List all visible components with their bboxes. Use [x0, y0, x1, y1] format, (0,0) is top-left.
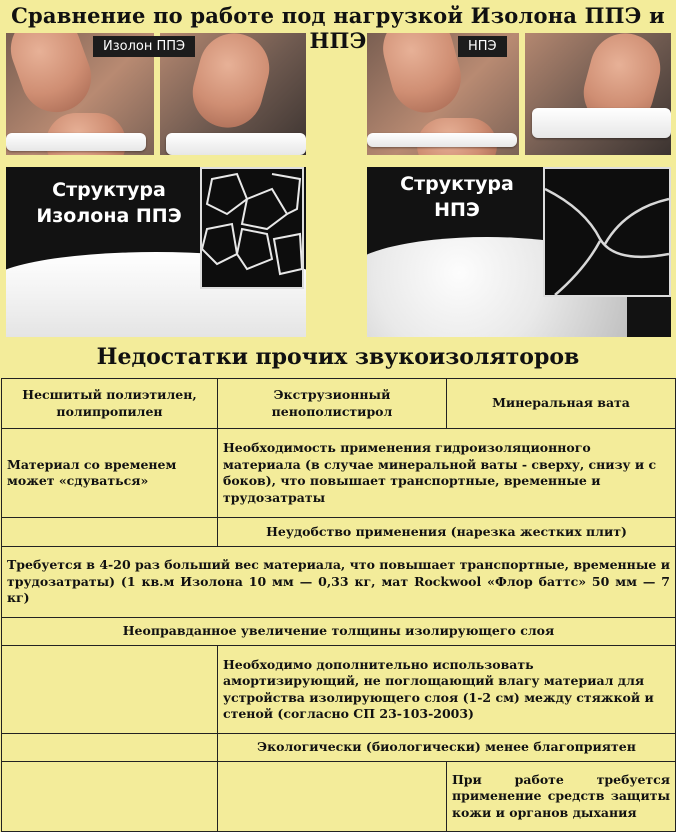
- izolon-structure-photo: [6, 167, 306, 337]
- table-row: [2, 429, 676, 518]
- page-title: Сравнение по работе под нагрузкой Изолона ППЭ и НПЭ: [11, 3, 665, 53]
- table-cell: Экологически (биологически) менее благоприятен: [218, 734, 676, 762]
- table-cell: Неоправданное увеличение толщины изолирующего слоя: [2, 618, 676, 646]
- izolon-microstructure-image: [200, 167, 304, 289]
- table-cell-empty: [2, 734, 218, 762]
- npe-structure-photo: [367, 167, 671, 337]
- izolon-structure-text: Структура Изолона ППЭ: [36, 179, 182, 227]
- table-row: [2, 618, 676, 646]
- table-row: [2, 762, 676, 832]
- table-cell: Требуется в 4-20 раз больший вес материала, что повышает транспортные, временные и трудозатраты) (1 кв.м Изолона 10 мм — 0,33 кг, мат Rockwool «Флор баттс» 50 мм — 7 кг): [2, 547, 676, 618]
- izolon-tag: Изолон ППЭ: [93, 36, 195, 57]
- table-cell: Необходимо дополнительно использовать амортизирующий, не поглощающий влагу материал для устройства изолирующего слоя (1-2 см) между стяжкой и стеной (согласно СП 23-103-2003): [218, 646, 676, 734]
- table-cell-empty: [2, 518, 218, 547]
- npe-tag: НПЭ: [458, 36, 507, 57]
- table-cell: При работе требуется применение средств защиты кожи и органов дыхания: [447, 762, 676, 832]
- npe-squeeze-photo: [367, 33, 671, 155]
- table-cell-empty: [2, 646, 218, 734]
- section-title: Недостатки прочих звукоизоляторов: [96, 344, 580, 370]
- table-row: [2, 734, 676, 762]
- table-row: [2, 646, 676, 734]
- table-cell: Необходимость применения гидроизоляционного материала (в случае минеральной ваты - сверху, снизу и с боков), что повышает транспортные, временные и трудозатраты: [218, 429, 676, 518]
- npe-microstructure-image: [543, 167, 671, 297]
- izolon-structure-label: [24, 177, 194, 229]
- table-header-row: [2, 379, 676, 429]
- npe-structure-text: Структура НПЭ: [400, 173, 514, 221]
- header-cell: Минеральная вата: [447, 379, 676, 429]
- npe-structure-label: [387, 171, 527, 223]
- table-row: [2, 547, 676, 618]
- header-cell: Несшитый полиэтилен, полипропилен: [2, 379, 218, 429]
- disadvantages-table: [1, 378, 676, 832]
- header-cell: Экструзионный пенополистирол: [218, 379, 447, 429]
- table-cell-empty: [2, 762, 218, 832]
- table-cell-empty: [218, 762, 447, 832]
- table-cell: Материал со временем может «сдуваться»: [2, 429, 218, 518]
- table-row: [2, 518, 676, 547]
- table-cell: Неудобство применения (нарезка жестких плит): [218, 518, 676, 547]
